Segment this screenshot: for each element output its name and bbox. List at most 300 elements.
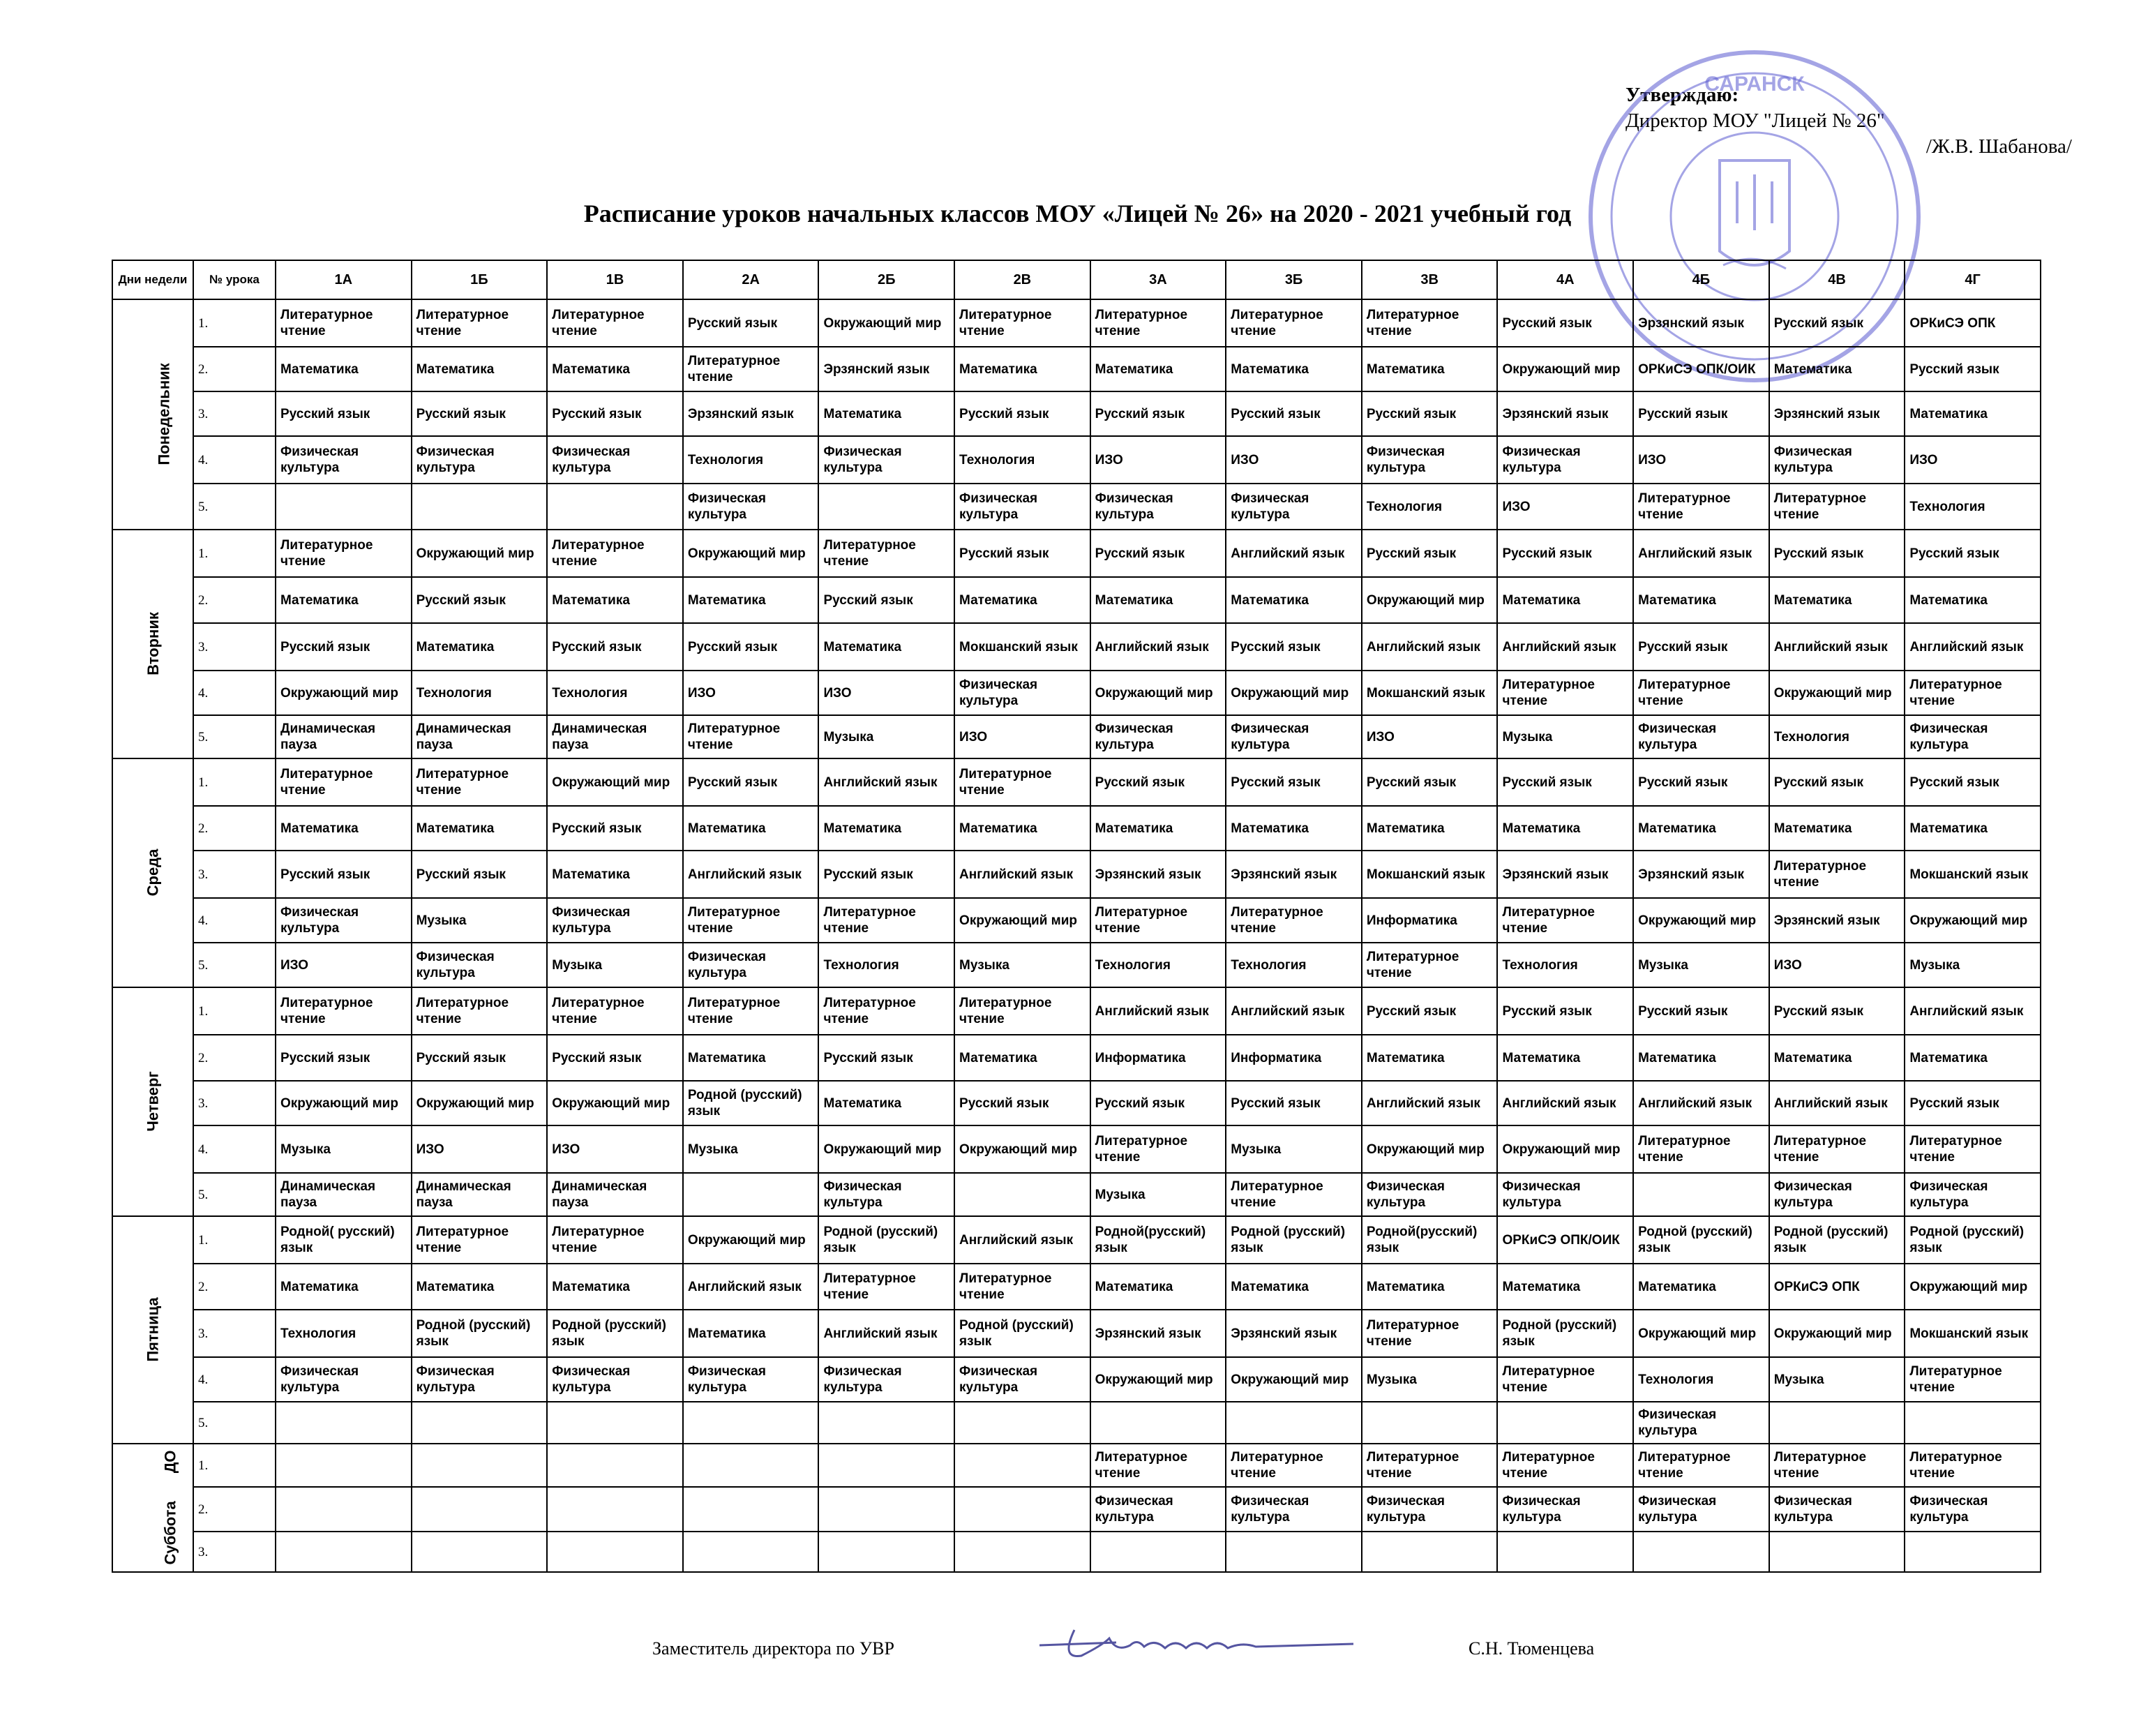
lesson-cell: Физическая культура (1497, 436, 1633, 484)
lesson-cell (412, 1402, 548, 1444)
lesson-cell: Английский язык (1226, 530, 1362, 577)
day-label (156, 363, 172, 465)
lesson-cell: Математика (1362, 1264, 1498, 1310)
lesson-cell: Русский язык (1090, 530, 1226, 577)
lesson-cell: Физическая культура (818, 1173, 954, 1216)
lesson-cell: Русский язык (818, 1035, 954, 1081)
lesson-cell: Математика (1226, 1264, 1362, 1310)
lesson-cell: Литературное чтение (547, 1216, 683, 1264)
day-cell (112, 530, 193, 758)
lesson-number: 4. (193, 898, 276, 943)
lesson-cell: Музыка (1905, 943, 2041, 987)
lesson-cell: Информатика (1090, 1035, 1226, 1081)
lesson-cell: Литературное чтение (1226, 898, 1362, 943)
lesson-row (112, 1487, 2041, 1532)
lesson-cell: Русский язык (276, 851, 412, 898)
lesson-row (112, 1125, 2041, 1173)
lesson-cell: Русский язык (1362, 530, 1498, 577)
lesson-number: 2. (193, 347, 276, 391)
lesson-cell: Литературное чтение (1497, 1357, 1633, 1402)
lesson-cell: Математика (1905, 577, 2041, 623)
lesson-cell: Математика (547, 577, 683, 623)
lesson-cell: Окружающий мир (954, 1125, 1090, 1173)
lesson-cell: Литературное чтение (818, 1264, 954, 1310)
day-cell (112, 758, 193, 987)
lesson-cell: Математика (547, 347, 683, 391)
lesson-cell: Физическая культура (412, 436, 548, 484)
lesson-cell: Русский язык (1633, 758, 1769, 806)
lesson-cell: Английский язык (1633, 1081, 1769, 1125)
lesson-cell: Технология (1633, 1357, 1769, 1402)
lesson-cell: Окружающий мир (1905, 898, 2041, 943)
lesson-cell: Математика (547, 851, 683, 898)
svg-text:САРАНСК: САРАНСК (1704, 73, 1805, 96)
lesson-cell: Информатика (1362, 898, 1498, 943)
lesson-cell: Русский язык (1497, 758, 1633, 806)
lesson-cell: Математика (1769, 1035, 1905, 1081)
lesson-cell: Математика (1497, 806, 1633, 851)
lesson-cell: Окружающий мир (818, 299, 954, 347)
lesson-row (112, 715, 2041, 758)
lesson-cell: Математика (683, 806, 819, 851)
lesson-cell: Музыка (1226, 1125, 1362, 1173)
lesson-cell: Динамическая пауза (276, 715, 412, 758)
lesson-cell: Эрзянский язык (1633, 851, 1769, 898)
lesson-cell: Русский язык (1226, 758, 1362, 806)
lesson-cell: Технология (1769, 715, 1905, 758)
lesson-cell: Английский язык (1905, 987, 2041, 1035)
header-class: 4А (1497, 260, 1633, 299)
lesson-cell: Окружающий мир (276, 671, 412, 715)
lesson-cell: Русский язык (1633, 391, 1769, 436)
lesson-cell: Русский язык (547, 1035, 683, 1081)
lesson-cell: Технология (683, 436, 819, 484)
lesson-cell: Физическая культура (954, 1357, 1090, 1402)
lesson-cell: Русский язык (1633, 987, 1769, 1035)
lesson-cell: Английский язык (1362, 1081, 1498, 1125)
lesson-cell (1633, 1532, 1769, 1572)
lesson-row (112, 1402, 2041, 1444)
lesson-cell (818, 484, 954, 530)
lesson-cell: Русский язык (1226, 391, 1362, 436)
day-cell (112, 299, 193, 530)
lesson-cell: Мокшанский язык (1362, 851, 1498, 898)
lesson-cell (954, 1173, 1090, 1216)
lesson-cell (412, 484, 548, 530)
lesson-cell: Русский язык (276, 1035, 412, 1081)
lesson-cell: Математика (1362, 1035, 1498, 1081)
lesson-cell: Мокшанский язык (954, 623, 1090, 671)
lesson-cell: Литературное чтение (1362, 1310, 1498, 1357)
lesson-cell (683, 1444, 819, 1487)
lesson-cell: ОРКиСЭ ОПК/ОИК (1497, 1216, 1633, 1264)
lesson-cell: Литературное чтение (1362, 299, 1498, 347)
lesson-cell: Физическая культура (954, 671, 1090, 715)
lesson-cell: ОРКиСЭ ОПК/ОИК (1633, 347, 1769, 391)
lesson-cell: Физическая культура (547, 898, 683, 943)
lesson-cell: Русский язык (412, 851, 548, 898)
lesson-cell: Физическая культура (1226, 484, 1362, 530)
lesson-cell: Русский язык (1769, 299, 1905, 347)
lesson-cell: Информатика (1226, 1035, 1362, 1081)
lesson-row (112, 943, 2041, 987)
lesson-cell: Математика (276, 1264, 412, 1310)
lesson-cell: Литературное чтение (1090, 898, 1226, 943)
day-label (163, 1450, 179, 1564)
lesson-cell: Математика (683, 1310, 819, 1357)
lesson-cell: ИЗО (547, 1125, 683, 1173)
lesson-cell: Математика (547, 1264, 683, 1310)
lesson-cell: ИЗО (1090, 436, 1226, 484)
lesson-number: 1. (193, 530, 276, 577)
lesson-cell: Математика (818, 623, 954, 671)
lesson-number: 1. (193, 987, 276, 1035)
lesson-cell: Физическая культура (1362, 1173, 1498, 1216)
lesson-cell: Технология (1497, 943, 1633, 987)
lesson-cell: Русский язык (683, 299, 819, 347)
signature-icon (1033, 1617, 1360, 1673)
lesson-cell: Родной (русский) язык (1905, 1216, 2041, 1264)
lesson-cell: Физическая культура (1905, 715, 2041, 758)
lesson-cell: Русский язык (412, 391, 548, 436)
lesson-cell (1497, 1532, 1633, 1572)
lesson-row (112, 987, 2041, 1035)
lesson-cell: Математика (954, 1035, 1090, 1081)
lesson-cell: Музыка (818, 715, 954, 758)
lesson-cell: Русский язык (1362, 391, 1498, 436)
lesson-cell: ИЗО (276, 943, 412, 987)
lesson-cell: Математика (1226, 347, 1362, 391)
lesson-cell: ИЗО (412, 1125, 548, 1173)
lesson-cell: Русский язык (818, 577, 954, 623)
lesson-cell: Эрзянский язык (1497, 851, 1633, 898)
lesson-cell: Литературное чтение (818, 898, 954, 943)
lesson-cell: Математика (954, 347, 1090, 391)
lesson-cell: Окружающий мир (412, 530, 548, 577)
lesson-cell: Физическая культура (276, 436, 412, 484)
lesson-cell: Эрзянский язык (1633, 299, 1769, 347)
lesson-cell (276, 1402, 412, 1444)
lesson-number: 3. (193, 391, 276, 436)
header-class: 4Б (1633, 260, 1769, 299)
lesson-cell: Физическая культура (547, 1357, 683, 1402)
lesson-number: 5. (193, 715, 276, 758)
lesson-cell: Литературное чтение (818, 530, 954, 577)
lesson-cell: Окружающий мир (547, 1081, 683, 1125)
header-class: 3А (1090, 260, 1226, 299)
lesson-cell: Литературное чтение (1090, 1125, 1226, 1173)
lesson-cell: Русский язык (1226, 1081, 1362, 1125)
lesson-cell: Физическая культура (412, 1357, 548, 1402)
lesson-cell: Физическая культура (1633, 1487, 1769, 1532)
lesson-cell: Окружающий мир (1497, 1125, 1633, 1173)
lesson-cell: Английский язык (1769, 623, 1905, 671)
header-class: 2А (683, 260, 819, 299)
lesson-cell: Русский язык (1362, 758, 1498, 806)
lesson-cell (412, 1444, 548, 1487)
lesson-cell: Математика (1090, 577, 1226, 623)
header-class: 2В (954, 260, 1090, 299)
lesson-cell: Мокшанский язык (1905, 851, 2041, 898)
lesson-cell: Динамическая пауза (412, 715, 548, 758)
schedule-header-row (112, 260, 2041, 299)
lesson-cell: Математика (1226, 577, 1362, 623)
lesson-cell: Математика (1633, 1264, 1769, 1310)
lesson-cell: Русский язык (1362, 987, 1498, 1035)
lesson-cell: Окружающий мир (1090, 1357, 1226, 1402)
lesson-cell: Математика (818, 391, 954, 436)
lesson-cell: Математика (1090, 806, 1226, 851)
lesson-cell: Технология (1226, 943, 1362, 987)
lesson-cell: Технология (954, 436, 1090, 484)
lesson-cell: Окружающий мир (1497, 347, 1633, 391)
lesson-cell: Технология (1905, 484, 2041, 530)
day-label (144, 1297, 160, 1361)
lesson-row (112, 1310, 2041, 1357)
lesson-row (112, 1216, 2041, 1264)
lesson-row (112, 806, 2041, 851)
lesson-cell: Мокшанский язык (1362, 671, 1498, 715)
lesson-row (112, 484, 2041, 530)
lesson-cell: Динамическая пауза (547, 1173, 683, 1216)
lesson-row (112, 347, 2041, 391)
lesson-cell: Физическая культура (276, 1357, 412, 1402)
lesson-cell: Динамическая пауза (276, 1173, 412, 1216)
lesson-cell: Литературное чтение (1633, 484, 1769, 530)
lesson-number: 4. (193, 1357, 276, 1402)
lesson-cell: Русский язык (412, 1035, 548, 1081)
lesson-cell: Литературное чтение (412, 987, 548, 1035)
lesson-cell: Физическая культура (683, 943, 819, 987)
lesson-row (112, 530, 2041, 577)
lesson-cell: ИЗО (1769, 943, 1905, 987)
day-name: Вторник (144, 611, 162, 675)
lesson-cell (683, 1173, 819, 1216)
lesson-cell: Русский язык (683, 623, 819, 671)
lesson-cell (276, 1444, 412, 1487)
lesson-number: 5. (193, 1402, 276, 1444)
lesson-cell: ИЗО (1633, 436, 1769, 484)
lesson-cell: Литературное чтение (547, 987, 683, 1035)
lesson-cell: Технология (276, 1310, 412, 1357)
lesson-cell: Мокшанский язык (1905, 1310, 2041, 1357)
lesson-cell (547, 1444, 683, 1487)
lesson-number: 5. (193, 484, 276, 530)
lesson-number: 2. (193, 1264, 276, 1310)
lesson-cell: Математика (1905, 806, 2041, 851)
lesson-cell: Физическая культура (1905, 1173, 2041, 1216)
lesson-cell (954, 1532, 1090, 1572)
lesson-cell: Английский язык (1497, 623, 1633, 671)
lesson-number: 1. (193, 1444, 276, 1487)
lesson-cell: Математика (818, 806, 954, 851)
lesson-cell: Физическая культура (276, 898, 412, 943)
lesson-cell: Музыка (683, 1125, 819, 1173)
lesson-cell: Литературное чтение (412, 1216, 548, 1264)
lesson-cell: Английский язык (1633, 530, 1769, 577)
lesson-cell (1633, 1173, 1769, 1216)
lesson-cell: Литературное чтение (1905, 671, 2041, 715)
lesson-cell: Математика (1497, 577, 1633, 623)
lesson-cell: Литературное чтение (1905, 1125, 2041, 1173)
schedule-table (112, 260, 2041, 1573)
lesson-cell: Музыка (276, 1125, 412, 1173)
lesson-cell: Литературное чтение (1769, 1444, 1905, 1487)
lesson-cell: Математика (1633, 806, 1769, 851)
lesson-cell: Английский язык (1090, 987, 1226, 1035)
lesson-cell: Литературное чтение (1769, 484, 1905, 530)
lesson-cell (1226, 1532, 1362, 1572)
lesson-number: 2. (193, 1035, 276, 1081)
lesson-cell: Эрзянский язык (1226, 851, 1362, 898)
lesson-cell (1905, 1532, 2041, 1572)
lesson-cell: Литературное чтение (1769, 1125, 1905, 1173)
lesson-cell (276, 484, 412, 530)
lesson-cell: Эрзянский язык (1769, 391, 1905, 436)
lesson-cell: Русский язык (1226, 623, 1362, 671)
lesson-cell (412, 1532, 548, 1572)
lesson-cell: Русский язык (1497, 987, 1633, 1035)
lesson-cell: Физическая культура (1497, 1173, 1633, 1216)
lesson-cell: Технология (412, 671, 548, 715)
lesson-cell: Математика (276, 806, 412, 851)
day-cell (112, 1216, 193, 1444)
lesson-cell: Русский язык (276, 391, 412, 436)
lesson-cell (1362, 1402, 1498, 1444)
lesson-cell: Литературное чтение (954, 987, 1090, 1035)
lesson-cell: Математика (412, 1264, 548, 1310)
lesson-cell: Окружающий мир (1769, 1310, 1905, 1357)
lesson-cell: Физическая культура (954, 484, 1090, 530)
lesson-cell: Окружающий мир (683, 1216, 819, 1264)
lesson-cell: Литературное чтение (276, 299, 412, 347)
lesson-row (112, 851, 2041, 898)
header-class: 4В (1769, 260, 1905, 299)
lesson-cell: Математика (412, 347, 548, 391)
lesson-row (112, 1357, 2041, 1402)
lesson-cell: Физическая культура (412, 943, 548, 987)
lesson-cell: Русский язык (1090, 1081, 1226, 1125)
lesson-number: 4. (193, 671, 276, 715)
lesson-cell: Литературное чтение (1226, 299, 1362, 347)
lesson-cell: Окружающий мир (1633, 898, 1769, 943)
lesson-cell: Литературное чтение (1226, 1173, 1362, 1216)
lesson-number: 3. (193, 1532, 276, 1572)
lesson-cell: Русский язык (683, 758, 819, 806)
footer-name: С.Н. Тюменцева (1469, 1638, 1595, 1659)
lesson-cell: ИЗО (1226, 436, 1362, 484)
lesson-row (112, 1532, 2041, 1572)
lesson-row (112, 1173, 2041, 1216)
lesson-cell (683, 1487, 819, 1532)
lesson-cell: Окружающий мир (412, 1081, 548, 1125)
lesson-cell: Математика (276, 577, 412, 623)
header-class: 1В (547, 260, 683, 299)
footer-position: Заместитель директора по УВР (652, 1638, 894, 1659)
lesson-cell: Русский язык (1769, 987, 1905, 1035)
lesson-cell: Эрзянский язык (818, 347, 954, 391)
lesson-row (112, 577, 2041, 623)
lesson-cell (818, 1444, 954, 1487)
header-class: 1Б (412, 260, 548, 299)
lesson-cell: Математика (1769, 806, 1905, 851)
lesson-cell (1090, 1402, 1226, 1444)
lesson-number: 3. (193, 1310, 276, 1357)
lesson-cell: Английский язык (818, 758, 954, 806)
lesson-cell: Русский язык (1905, 347, 2041, 391)
lesson-cell: Родной (русский) язык (412, 1310, 548, 1357)
day-label (145, 1071, 161, 1131)
lesson-cell: Динамическая пауза (412, 1173, 548, 1216)
lesson-cell: Физическая культура (1090, 1487, 1226, 1532)
lesson-cell: Литературное чтение (276, 758, 412, 806)
lesson-row (112, 436, 2041, 484)
lesson-number: 2. (193, 806, 276, 851)
lesson-cell: ОРКиСЭ ОПК (1769, 1264, 1905, 1310)
lesson-row (112, 1081, 2041, 1125)
lesson-cell (547, 1532, 683, 1572)
lesson-cell: Музыка (1497, 715, 1633, 758)
lesson-cell: Музыка (1633, 943, 1769, 987)
lesson-cell (276, 1532, 412, 1572)
lesson-cell: Физическая культура (1633, 715, 1769, 758)
header-class: 1А (276, 260, 412, 299)
lesson-cell: Математика (1362, 347, 1498, 391)
lesson-cell (683, 1402, 819, 1444)
lesson-cell: Математика (1633, 577, 1769, 623)
lesson-cell: Родной (русский) язык (683, 1081, 819, 1125)
lesson-cell: Родной( русский) язык (276, 1216, 412, 1264)
header-class: 3Б (1226, 260, 1362, 299)
lesson-number: 2. (193, 1487, 276, 1532)
lesson-row (112, 623, 2041, 671)
day-name: Среда (144, 848, 162, 896)
lesson-cell: ИЗО (818, 671, 954, 715)
lesson-cell: ИЗО (1362, 715, 1498, 758)
lesson-cell: Английский язык (1090, 623, 1226, 671)
lesson-cell: Физическая культура (1362, 1487, 1498, 1532)
lesson-cell: Литературное чтение (683, 898, 819, 943)
header-days: Дни недели (112, 260, 193, 299)
lesson-cell: Математика (1497, 1264, 1633, 1310)
lesson-cell: Родной (русский) язык (1769, 1216, 1905, 1264)
lesson-cell: Английский язык (818, 1310, 954, 1357)
lesson-cell: Английский язык (1362, 623, 1498, 671)
lesson-number: 4. (193, 1125, 276, 1173)
lesson-cell (1769, 1532, 1905, 1572)
lesson-cell: Литературное чтение (1090, 1444, 1226, 1487)
lesson-cell: Русский язык (1633, 623, 1769, 671)
lesson-cell: ИЗО (683, 671, 819, 715)
lesson-cell (954, 1444, 1090, 1487)
lesson-cell: Английский язык (683, 851, 819, 898)
lesson-cell: Математика (954, 806, 1090, 851)
lesson-cell: Физическая культура (818, 436, 954, 484)
lesson-cell: Русский язык (954, 530, 1090, 577)
lesson-cell: Русский язык (547, 806, 683, 851)
day-name: Суббота (161, 1500, 179, 1564)
day-name: Пятница (144, 1296, 162, 1362)
lesson-cell: Литературное чтение (1362, 1444, 1498, 1487)
lesson-cell: Литературное чтение (547, 530, 683, 577)
lesson-cell: Математика (1633, 1035, 1769, 1081)
lesson-number: 1. (193, 1216, 276, 1264)
page-title: Расписание уроков начальных классов МОУ «Лицей № 26» на 2020 - 2021 учебный год (583, 200, 1572, 227)
lesson-cell: Математика (412, 806, 548, 851)
lesson-cell: Окружающий мир (1362, 1125, 1498, 1173)
lesson-cell: Литературное чтение (1905, 1444, 2041, 1487)
lesson-cell: Математика (1362, 806, 1498, 851)
